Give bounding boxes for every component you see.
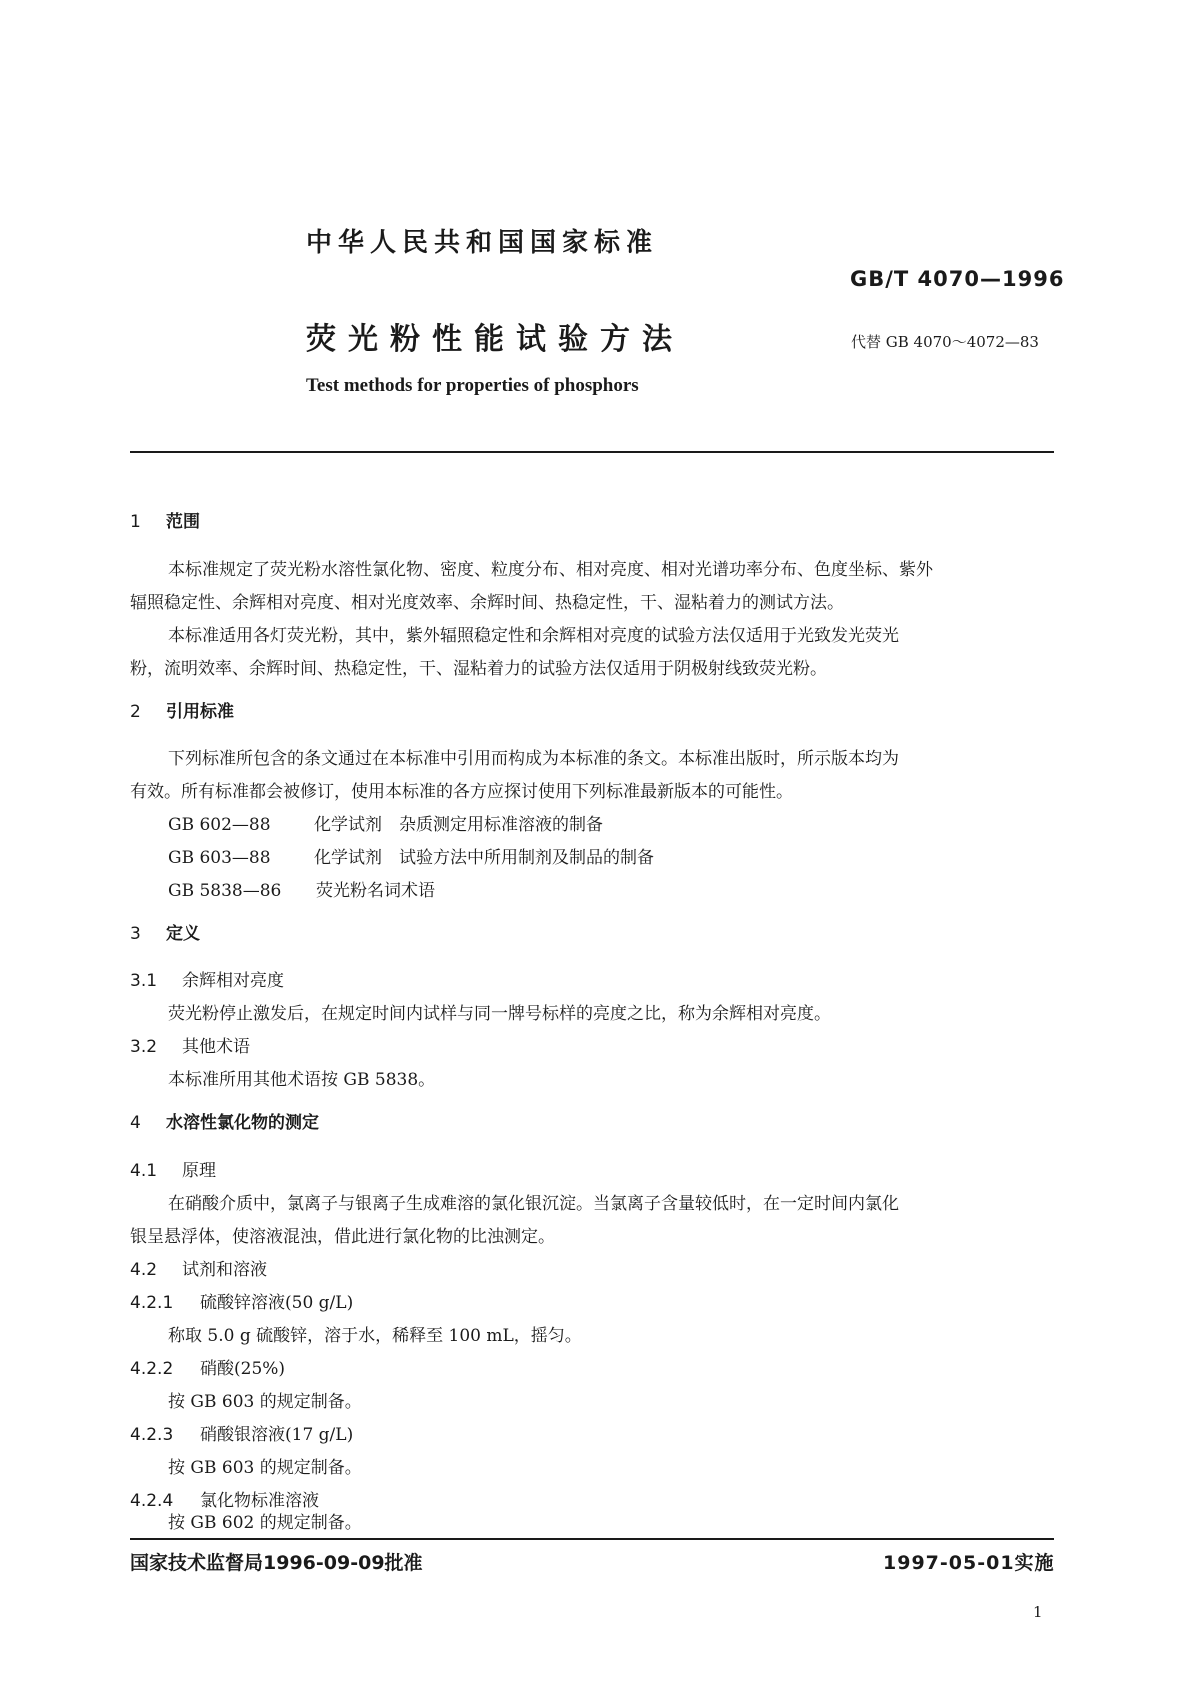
page-number: 1 <box>1033 1603 1043 1621</box>
clause-heading <box>130 1156 216 1181</box>
paragraph-line: 在硝酸介质中，氯离子与银离子生成难溶的氯化银沉淀。当氯离子含量较低时，在一定时间内氯化 <box>168 1194 899 1214</box>
standard-type-heading: 中华人民共和国国家标准 <box>306 228 659 258</box>
paragraph-line: 本标准适用各灯荧光粉，其中，紫外辐照稳定性和余辉相对亮度的试验方法仅适用于光致发光荧光 <box>168 626 899 646</box>
reference-title: 化学试剂 杂质测定用标准溶液的制备 <box>314 815 603 835</box>
paragraph-line: 辐照稳定性、余辉相对亮度、相对光度效率、余辉时间、热稳定性，干、湿粘着力的测试方法。 <box>130 593 844 613</box>
section-title: 定义 <box>166 924 200 944</box>
section-2-heading <box>130 697 234 722</box>
clause-title: 硝酸(25%) <box>200 1359 286 1379</box>
clause-title: 硫酸锌溶液(50 g/L) <box>200 1293 354 1313</box>
paragraph-line: 银呈悬浮体，使溶液混浊，借此进行氯化物的比浊测定。 <box>130 1227 555 1247</box>
paragraph-line: 本标准规定了荧光粉水溶性氯化物、密度、粒度分布、相对亮度、相对光谱功率分布、色度坐标、紫外 <box>168 560 933 580</box>
section-number: 3 <box>130 924 141 944</box>
section-4-heading <box>130 1108 319 1133</box>
section-number: 1 <box>130 512 141 532</box>
section-3-heading <box>130 919 200 944</box>
section-title: 范围 <box>166 512 200 532</box>
definition-heading <box>130 1032 250 1057</box>
section-title: 水溶性氯化物的测定 <box>166 1113 319 1133</box>
paragraph-line: 粉，流明效率、余辉时间、热稳定性，干、湿粘着力的试验方法仅适用于阴极射线致荧光粉。 <box>130 659 827 679</box>
clause-number: 4.1 <box>130 1161 158 1181</box>
clause-number: 4.2.2 <box>130 1359 174 1379</box>
clause-heading <box>130 1420 353 1445</box>
definition-heading <box>130 966 284 991</box>
paragraph-line: 按 GB 602 的规定制备。 <box>168 1513 362 1533</box>
standard-number: GB/T 4070—1996 <box>850 267 1065 291</box>
clause-title: 原理 <box>182 1161 216 1181</box>
clause-title: 试剂和溶液 <box>182 1260 267 1280</box>
clause-title: 硝酸银溶液(17 g/L) <box>200 1425 354 1445</box>
paragraph-line: 有效。所有标准都会被修订，使用本标准的各方应探讨使用下列标准最新版本的可能性。 <box>130 782 793 802</box>
clause-number: 4.2.3 <box>130 1425 174 1445</box>
definition-term: 其他术语 <box>182 1037 250 1057</box>
definition-term: 余辉相对亮度 <box>182 971 284 991</box>
clause-number: 4.2.4 <box>130 1491 174 1511</box>
paragraph-line: 按 GB 603 的规定制备。 <box>168 1458 362 1478</box>
section-number: 4 <box>130 1113 141 1133</box>
paragraph-line: 按 GB 603 的规定制备。 <box>168 1392 362 1412</box>
reference-title: 荧光粉名词术语 <box>316 881 435 901</box>
paragraph-line: 下列标准所包含的条文通过在本标准中引用而构成为本标准的条文。本标准出版时，所示版本均为 <box>168 749 899 769</box>
clause-number: 3.1 <box>130 971 158 991</box>
clause-heading <box>130 1288 353 1313</box>
clause-number: 4.2 <box>130 1260 158 1280</box>
section-number: 2 <box>130 702 141 722</box>
reference-item <box>168 876 435 901</box>
implementation-date: 1997-05-01实施 <box>883 1552 1055 1574</box>
reference-code: GB 602—88 <box>168 815 271 835</box>
reference-item <box>168 843 654 868</box>
clause-heading <box>130 1354 285 1379</box>
approval-note: 国家技术监督局1996-09-09批准 <box>130 1552 423 1574</box>
clause-heading <box>130 1255 267 1280</box>
section-1-heading <box>130 507 200 532</box>
reference-code: GB 5838—86 <box>168 881 282 901</box>
replaces-note: 代替 GB 4070～4072—83 <box>851 333 1039 351</box>
document-title: 荧光粉性能试验方法 <box>306 322 684 357</box>
paragraph-line: 本标准所用其他术语按 GB 5838。 <box>168 1070 436 1090</box>
section-title: 引用标准 <box>166 702 234 722</box>
footer-divider <box>130 1538 1054 1540</box>
reference-code: GB 603—88 <box>168 848 271 868</box>
reference-title: 化学试剂 试验方法中所用制剂及制品的制备 <box>314 848 654 868</box>
reference-item <box>168 810 603 835</box>
paragraph-line: 称取 5.0 g 硫酸锌，溶于水，稀释至 100 mL，摇匀。 <box>168 1326 582 1346</box>
clause-number: 4.2.1 <box>130 1293 174 1313</box>
english-title: Test methods for properties of phosphors <box>306 375 639 396</box>
clause-number: 3.2 <box>130 1037 158 1057</box>
header-divider <box>130 451 1054 453</box>
clause-title: 氯化物标准溶液 <box>200 1491 319 1511</box>
paragraph-line: 荧光粉停止激发后，在规定时间内试样与同一牌号标样的亮度之比，称为余辉相对亮度。 <box>168 1004 831 1024</box>
